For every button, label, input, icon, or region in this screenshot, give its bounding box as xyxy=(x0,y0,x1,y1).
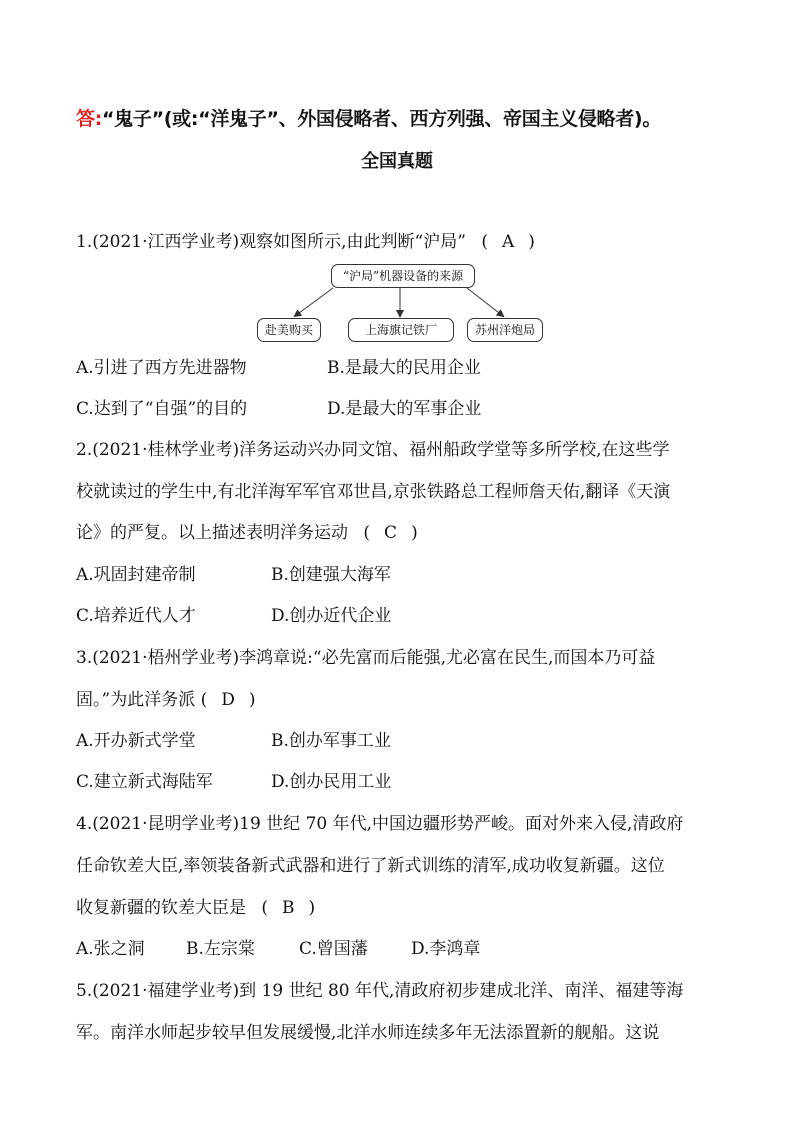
q3-line-2: 固。”为此洋务派 ( D ) xyxy=(76,690,256,710)
q2-option-c: C.培养近代人才 xyxy=(76,606,196,626)
diagram-box-1: 赴美购买 xyxy=(257,318,321,342)
q4-option-c: C.曾国藩 xyxy=(299,939,368,959)
arrow-right xyxy=(467,288,503,316)
q3-option-c: C.建立新式海陆军 xyxy=(76,772,213,792)
answer-text: “鬼子”(或:“洋鬼子”、外国侵略者、西方列强、帝国主义侵略者)。 xyxy=(102,108,662,130)
q3-answer: D xyxy=(221,690,235,710)
q3-option-a: A.开办新式学堂 xyxy=(76,731,196,751)
q4-option-d: D.李鸿章 xyxy=(411,939,481,959)
q4-option-a: A.张之洞 xyxy=(76,939,145,959)
q1-option-b: B.是最大的民用企业 xyxy=(327,358,481,378)
q3-option-d: D.创办民用工业 xyxy=(271,772,392,792)
answer-tag: 答: xyxy=(76,108,102,130)
q1-diagram xyxy=(255,262,545,344)
q2-line-2: 校就读过的学生中,有北洋海军军官邓世昌,京张铁路总工程师詹天佑,翻译《天演 xyxy=(76,482,671,502)
diagram-box-2: 上海旗记铁厂 xyxy=(348,318,454,342)
q4-line-3: 收复新疆的钦差大臣是 ( B ) xyxy=(76,898,316,918)
q2-line-1: 2.(2021·桂林学业考)洋务运动兴办同文馆、福州船政学堂等多所学校,在这些学 xyxy=(76,440,670,460)
q2-option-d: D.创办近代企业 xyxy=(271,606,392,626)
arrow-left xyxy=(295,288,333,316)
q5-line-2: 军。南洋水师起步较早但发展缓慢,北洋水师连续多年无法添置新的舰船。这说 xyxy=(76,1023,660,1043)
q4-option-b: B.左宗棠 xyxy=(186,939,255,959)
q4-line-1: 4.(2021·昆明学业考)19 世纪 70 年代,中国边疆形势严峻。面对外来入侵,清政府 xyxy=(76,814,684,834)
q1-option-a: A.引进了西方先进器物 xyxy=(76,358,247,378)
q3-line-2-text: 固。”为此洋务派 xyxy=(76,690,196,710)
q4-line-2: 任命钦差大臣,率领装备新式武器和进行了新式训练的清军,成功收复新疆。这位 xyxy=(76,856,665,876)
diagram-box-3: 苏州洋炮局 xyxy=(467,318,543,342)
q1-answer: A xyxy=(501,232,515,252)
previous-answer xyxy=(76,104,661,131)
q5-line-1: 5.(2021·福建学业考)到 19 世纪 80 年代,清政府初步建成北洋、南洋、福建等海 xyxy=(76,981,684,1001)
q3-option-b: B.创办军事工业 xyxy=(271,731,391,751)
q2-line-3-text: 论》的严复。以上描述表明洋务运动 xyxy=(76,523,348,543)
q2-option-b: B.创建强大海军 xyxy=(271,565,391,585)
q1-option-c: C.达到了“自强”的目的 xyxy=(76,399,248,419)
q3-line-1: 3.(2021·梧州学业考)李鸿章说:“必先富而后能强,尤必富在民生,而国本乃可益 xyxy=(76,648,656,668)
q1-stem: 1.(2021·江西学业考)观察如图所示,由此判断“沪局” ( A ) xyxy=(76,232,535,252)
q4-answer: B xyxy=(282,898,295,918)
diagram-top-box: “沪局”机器设备的来源 xyxy=(331,264,475,288)
q2-line-3: 论》的严复。以上描述表明洋务运动 ( C ) xyxy=(76,523,418,543)
q2-option-a: A.巩固封建帝制 xyxy=(76,565,196,585)
q1-stem-text: 1.(2021·江西学业考)观察如图所示,由此判断“沪局” xyxy=(76,232,466,252)
section-title: 全国真题 xyxy=(361,151,433,172)
q4-line-3-text: 收复新疆的钦差大臣是 xyxy=(76,898,246,918)
q1-option-d: D.是最大的军事企业 xyxy=(327,399,482,419)
q2-answer: C xyxy=(384,523,398,543)
